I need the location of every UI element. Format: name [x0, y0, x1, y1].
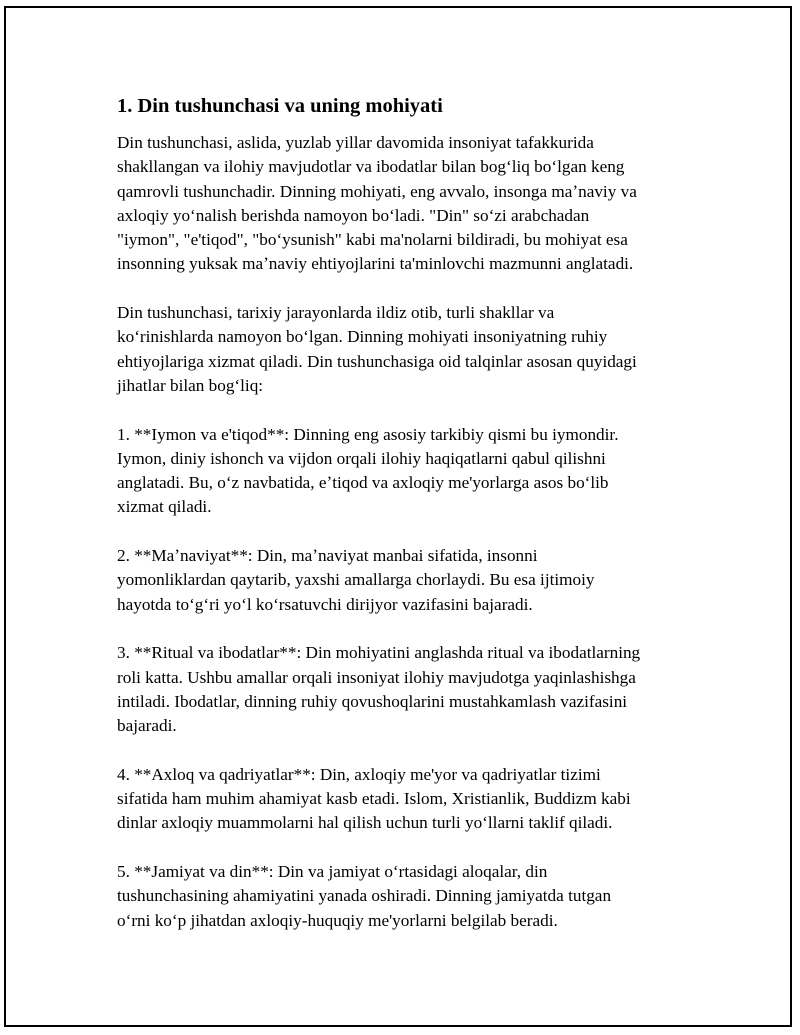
paragraph-item-manaviyat [117, 544, 692, 617]
text-line: shakllangan va ilohiy mavjudotlar va ibodatlar bilan bogʻliq boʻlgan keng [117, 157, 625, 177]
paragraph-item-ritual [117, 641, 692, 738]
text-line: ehtiyojlariga xizmat qiladi. Din tushunchasiga oid talqinlar asosan quyidagi [117, 351, 637, 371]
text-line: roli katta. Ushbu amallar orqali insoniyat ilohiy mavjudotga yaqinlashishga [117, 667, 636, 687]
paragraph-item-axloq [117, 763, 692, 836]
text-line: 4. **Axloq va qadriyatlar**: Din, axloqiy me'yor va qadriyatlar tizimi [117, 764, 601, 784]
text-line: sifatida ham muhim ahamiyat kasb etadi. Islom, Xristianlik, Buddizm kabi [117, 789, 631, 809]
text-line: "iymon", "e'tiqod", "boʻysunish" kabi ma'nolarni bildiradi, bu mohiyat esa [117, 230, 628, 250]
text-line: 5. **Jamiyat va din**: Din va jamiyat oʻrtasidagi aloqalar, din [117, 861, 548, 881]
text-line: hayotda toʻgʻri yoʻl koʻrsatuvchi dirijyor vazifasini bajaradi. [117, 594, 533, 614]
text-line: intiladi. Ibodatlar, dinning ruhiy qovushoqlarini mustahkamlash vazifasini [117, 691, 628, 711]
text-line: oʻrni koʻp jihatdan axloqiy-huquqiy me'yorlarni belgilab beradi. [117, 910, 558, 930]
paragraph-intro [117, 131, 692, 277]
text-line: 2. **Maʼnaviyat**: Din, maʼnaviyat manbai sifatida, insonni [117, 546, 538, 566]
text-line: axloqiy yoʻnalish berishda namoyon boʻladi. "Din" soʻzi arabchadan [117, 205, 590, 225]
paragraph-item-jamiyat [117, 860, 692, 933]
text-line: bajaradi. [117, 716, 177, 736]
text-line: jihatlar bilan bogʻliq: [117, 375, 264, 395]
paragraph-item-iymon [117, 423, 692, 520]
section-heading: 1. Din tushunchasi va uning mohiyati [117, 95, 443, 117]
text-line: dinlar axloqiy muammolarni hal qilish uchun turli yoʻllarni taklif qiladi. [117, 813, 613, 833]
text-line: Iymon, diniy ishonch va vijdon orqali ilohiy haqiqatlarni qabul qilishni [117, 448, 606, 468]
text-line: qamrovli tushunchadir. Dinning mohiyati, eng avvalo, insonga maʼnaviy va [117, 181, 637, 201]
text-line: tushunchasining ahamiyatini yanada oshiradi. Dinning jamiyatda tutgan [117, 886, 612, 906]
text-line: yomonliklardan qaytarib, yaxshi amallarga chorlaydi. Bu esa ijtimoiy [117, 570, 595, 590]
text-line: 3. **Ritual va ibodatlar**: Din mohiyatini anglashda ritual va ibodatlarning [117, 643, 641, 663]
text-line: insonning yuksak maʼnaviy ehtiyojlarini ta'minlovchi mazmunni anglatadi. [117, 254, 634, 274]
paragraph-history [117, 301, 692, 398]
document-body [117, 92, 692, 957]
text-line: 1. **Iymon va e'tiqod**: Dinning eng asosiy tarkibiy qismi bu iymondir. [117, 424, 619, 444]
text-line: anglatadi. Bu, oʻz navbatida, eʼtiqod va axloqiy me'yorlarga asos boʻlib [117, 473, 609, 493]
text-line: Din tushunchasi, aslida, yuzlab yillar davomida insoniyat tafakkurida [117, 133, 594, 152]
text-line: koʻrinishlarda namoyon boʻlgan. Dinning mohiyati insoniyatning ruhiy [117, 327, 608, 347]
text-line: Din tushunchasi, tarixiy jarayonlarda ildiz otib, turli shakllar va [117, 303, 555, 323]
text-line: xizmat qiladi. [117, 497, 212, 517]
